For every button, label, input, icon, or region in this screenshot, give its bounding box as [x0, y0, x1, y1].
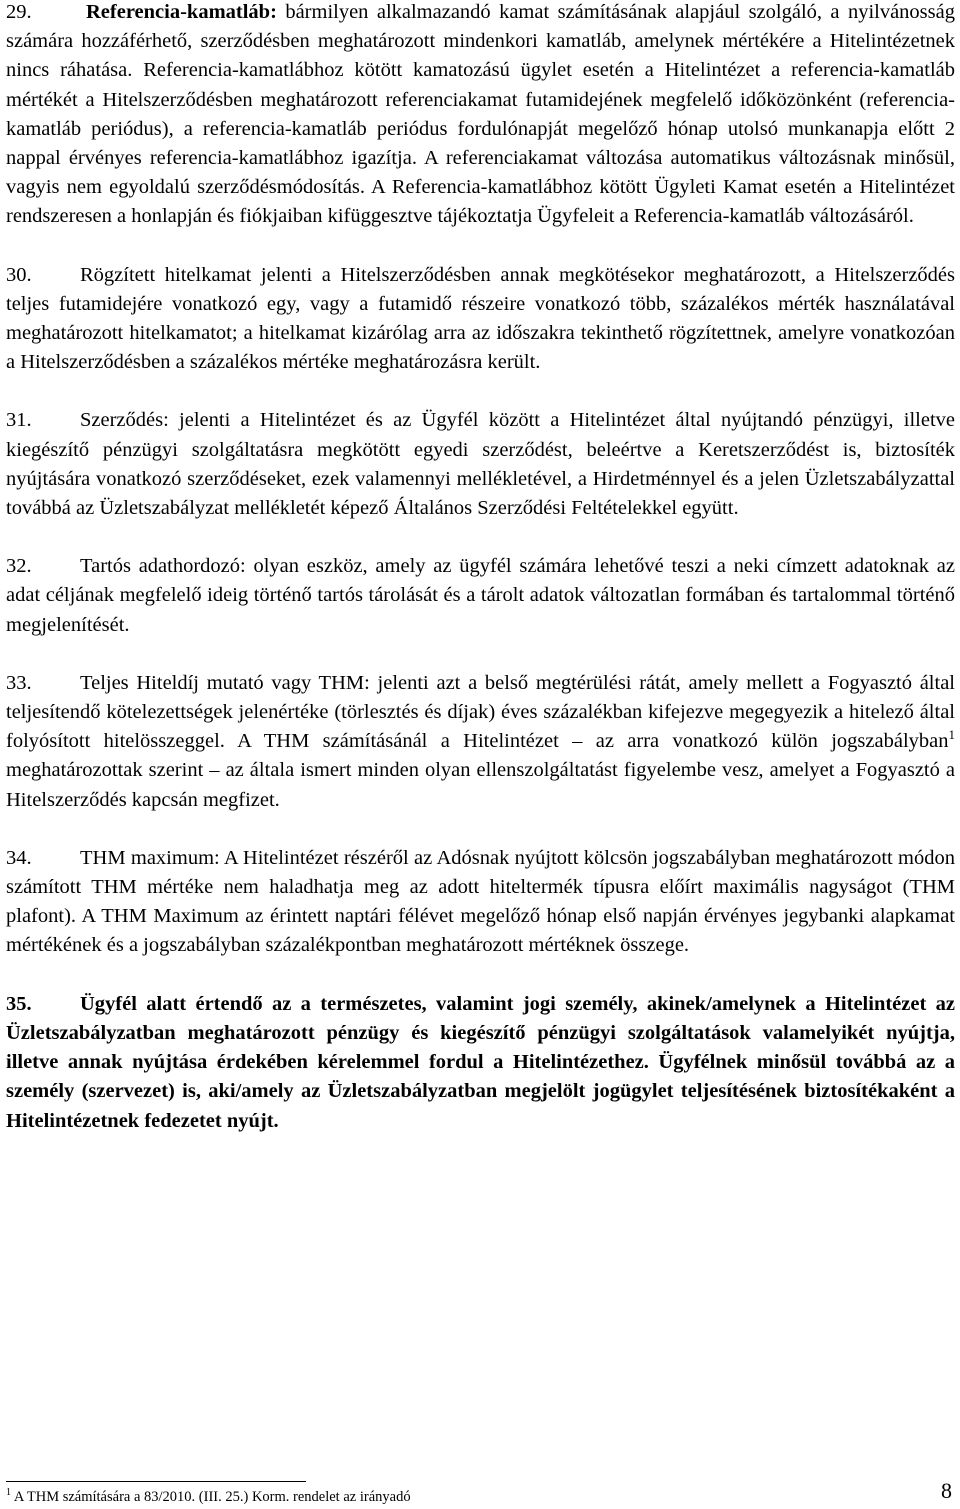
page-number: 8	[941, 1478, 952, 1503]
footnote-divider	[6, 1481, 306, 1482]
item-number: 33.	[6, 671, 32, 694]
definition-text: bármilyen alkalmazandó kamat számításának alapjául szolgáló, a nyilvánosság számára hozzáférhető, szerződésben meghatározott mindenkori kamatláb, amelynek mértékére a Hitelintézetnek nincs ráhatása. Referencia-kamatlábhoz kötött kamatozású ügylet esetén a Hitelintézet a referencia-kamatláb mértékét a Hitelszerződésben meghatározott referenciakamat futamidejének megfelelő időközönként (referencia-kamatláb periódus), a referencia-kamatláb periódus fordulónapját megelőző hónap utolsó munkanapja előtt 2 nappal érvényes referencia-kamatlábhoz igazítja. A referenciakamat változása automatikus változásnak minősül, vagyis nem egyoldalú szerződésmódosítás. A Referencia-kamatlábhoz kötött Ügyleti Kamat esetén a Hitelintézet rendszeresen a honlapján és fiókjaiban kifüggesztve tájékoztatja Ügyfeleit a Referencia-kamatláb változásáról.	[6, 1, 955, 228]
footnote	[6, 1488, 411, 1506]
item-number: 34.	[6, 846, 32, 869]
definition-30	[6, 261, 955, 378]
definition-29	[6, 0, 955, 232]
footnote-text: A THM számítására a 83/2010. (III. 25.) Korm. rendelet az irányadó	[11, 1489, 411, 1505]
item-number: 32.	[6, 555, 32, 578]
definition-34	[6, 844, 955, 961]
item-number: 31.	[6, 409, 32, 432]
item-number: 30.	[6, 263, 32, 286]
footnote-mark: 1	[6, 1487, 11, 1499]
definition-35	[6, 990, 955, 1136]
definition-text-before: Teljes Hiteldíj mutató vagy THM: jelenti azt a belső megtérülési rátát, amely mellett a Fogyasztó által teljesítendő kötelezettségek jelenértéke (törlesztés és díjak) éves százalékban kifejezve megegyezik a hitelező által folyósított hitelösszeggel. A THM számításánál a Hitelintézet – az arra vonatkozó külön jogszabályban	[6, 671, 955, 753]
definition-text: Tartós adathordozó: olyan eszköz, amely az ügyfél számára lehetővé teszi a neki címzett adatoknak az adat céljának megfelelő ideig történő tartós tárolását és a tárolt adatok változatlan formában és tartalommal történő megjelenítését.	[6, 555, 955, 636]
footnote-reference[interactable]: 1	[948, 727, 955, 743]
definition-33	[6, 669, 955, 815]
definition-32	[6, 552, 955, 640]
term-label: Referencia-kamatláb:	[86, 1, 277, 23]
definition-text: THM maximum: A Hitelintézet részéről az Adósnak nyújtott kölcsön jogszabályban meghatározott módon számított THM mértéke nem haladhatja meg az adott hiteltermék típusra előírt maximális nagyságot (THM plafont). A THM Maximum az érintett naptári félévet megelőző hónap első napján érvényes jegybanki alapkamat mértékének és a jogszabályban százalékpontban meghatározott mértéknek összege.	[6, 846, 955, 957]
definition-text: Szerződés: jelenti a Hitelintézet és az Ügyfél között a Hitelintézet által nyújtandó pénzügyi, illetve kiegészítő pénzügyi szolgáltatásra megkötött egyedi szerződést, beleértve a Keretszerződést is, biztosíték nyújtására vonatkozó szerződéseket, ezek valamennyi mellékletével, a Hirdetménnyel és a jelen Üzletszabályzattal továbbá az Üzletszabályzat mellékletét képező Általános Szerződési Feltételekkel együtt.	[6, 409, 955, 520]
definition-text: Rögzített hitelkamat jelenti a Hitelszerződésben annak megkötésekor meghatározott, a Hitelszerződés teljes futamidejére vonatkozó egy, vagy a futamidő részeire vonatkozó több, százalékos mérték használatával meghatározott hitelkamatot; a hitelkamat kizárólag arra az időszakra tekinthető rögzítettnek, amelyre vonatkozóan a Hitelszerződésben a százalékos mértéke meghatározásra került.	[6, 263, 955, 374]
item-number: 35.	[6, 992, 32, 1015]
document-page	[6, 0, 955, 1165]
item-number: 29.	[6, 1, 32, 23]
definition-31	[6, 406, 955, 523]
definition-text-after: meghatározottak szerint – az általa ismert minden olyan ellenszolgáltatást figyelembe vesz, amelyet a Fogyasztó a Hitelszerződés kapcsán megfizet.	[6, 759, 955, 811]
definition-text: Ügyfél alatt értendő az a természetes, valamint jogi személy, akinek/amelynek a Hitelintézet az Üzletszabályzatban meghatározott pénzügy és kiegészítő pénzügyi szolgáltatások valamelyikét nyújtja, illetve annak nyújtása érdekében kérelemmel fordul a Hitelintézethez. Ügyfélnek minősül továbbá az a személy (szervezet) is, aki/amely az Üzletszabályzatban megjelölt jogügylet teljesítésének biztosítékaként a Hitelintézetnek fedezetet nyújt.	[6, 992, 955, 1132]
